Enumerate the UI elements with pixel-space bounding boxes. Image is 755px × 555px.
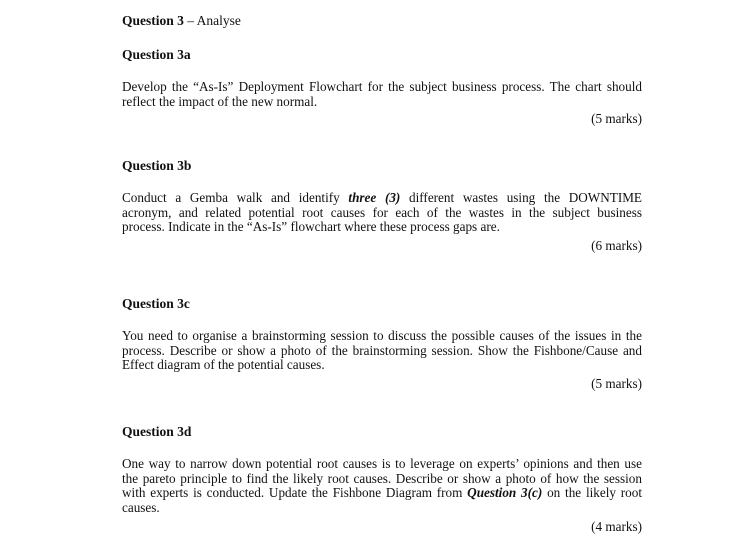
question-3d-reference: Question 3(c) [467, 485, 543, 500]
question-3b-line-1-post: different wastes using the DOWNTIME [400, 190, 642, 205]
question-3c-heading: Question 3c [122, 296, 190, 311]
question-3b-heading: Question 3b [122, 158, 192, 173]
question-3c-line-3: Effect diagram of the potential causes. [122, 357, 325, 372]
section-title [122, 13, 241, 29]
section-title-rest: – Analyse [183, 13, 241, 28]
question-3d-line-2: the pareto principle to find the likely root causes. Describe or show a photo of how the session [122, 470, 642, 486]
question-3b-emphasis: three (3) [348, 190, 401, 205]
question-3b-line-3: process. Indicate in the “As-Is” flowchart where these process gaps are. [122, 219, 500, 234]
question-3a-heading: Question 3a [122, 47, 191, 62]
question-3d-line-3-pre: with experts is conducted. Update the Fishbone Diagram from [122, 485, 468, 500]
question-3a-text [122, 80, 642, 109]
question-3b-marks: (6 marks) [591, 238, 642, 253]
section-title-bold: Question 3 [122, 13, 184, 28]
question-3b-line-1-pre: Conduct a Gemba walk and identify [122, 190, 349, 205]
question-3b-line-1 [122, 191, 642, 206]
question-3a-marks: (5 marks) [591, 111, 642, 126]
question-3a-line-2: reflect the impact of the new normal. [122, 93, 318, 109]
question-3c-line-2: process. Describe or show a photo of the brainstorming session. Show the Fishbone/Cause and [122, 342, 642, 358]
question-3b-text [122, 191, 642, 235]
question-3d-line-1: One way to narrow down potential root causes is to leverage on experts’ opinions and then use [122, 456, 642, 471]
question-3d-text [122, 457, 642, 515]
question-3d-marks: (4 marks) [591, 519, 642, 534]
question-3c-line-1: You need to organise a brainstorming session to discuss the possible causes of the issues in the [122, 328, 642, 343]
question-3b-line-2: acronym, and related potential root causes for each of the wastes in the subject business [122, 204, 642, 220]
question-3d-line-3-post: on the likely root [542, 485, 642, 500]
question-3d-line-4: causes. [122, 499, 160, 515]
question-3d-line-3 [122, 486, 642, 501]
question-3d-heading: Question 3d [122, 424, 192, 439]
question-3c-marks: (5 marks) [591, 376, 642, 391]
question-3c-text [122, 329, 642, 373]
question-3a-line-1: Develop the “As-Is” Deployment Flowchart for the subject business process. The chart should [122, 79, 642, 94]
